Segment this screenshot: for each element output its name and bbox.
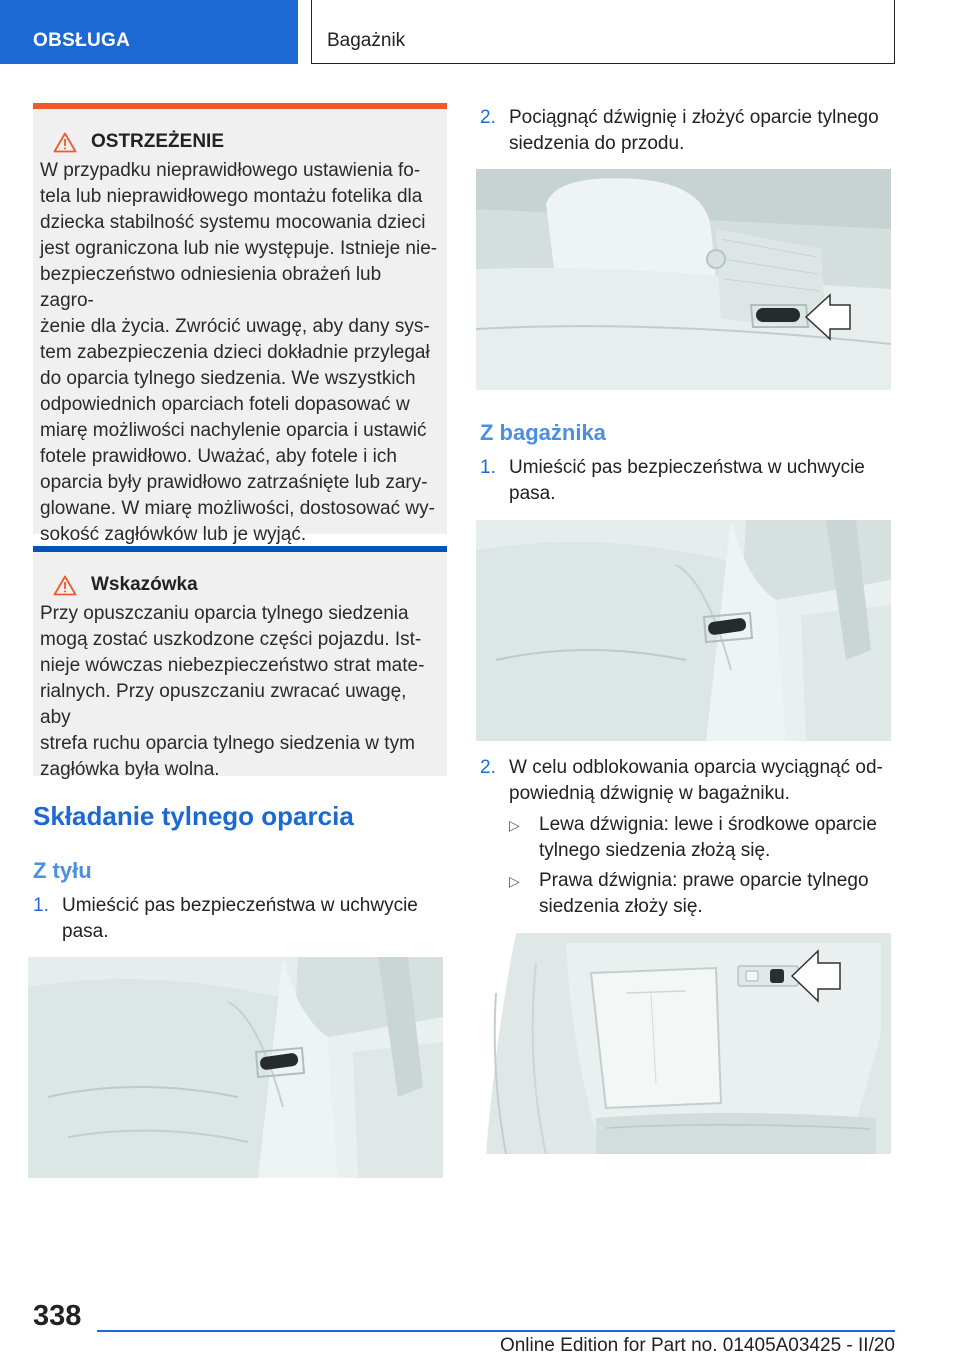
bullet-text: Lewa dźwignia: lewe i środkowe oparcie tylnego siedzenia złożą się. (539, 814, 877, 861)
step-text: Umieścić pas bezpieczeństwa w uchwycie pasa. (62, 895, 418, 942)
edition-footer: Online Edition for Part no. 01405A03425 - II/20 (499, 1335, 895, 1356)
hint-heading (53, 574, 439, 596)
step-number: 1. (33, 895, 49, 916)
from-rear-step-2 (480, 105, 894, 157)
from-trunk-step-2 (480, 755, 894, 807)
chapter-box (311, 0, 895, 64)
step-text: W celu odblokowania oparcia wyciągnąć od- powiednią dźwignię w bagażniku. (509, 757, 883, 804)
chapter-label: Bagażnik (327, 30, 406, 51)
step-text: Umieścić pas bezpieczeństwa w uchwycie pasa. (509, 457, 865, 504)
seatbelt-holder-illustration (28, 957, 443, 1178)
warning-heading (53, 131, 439, 153)
caution-triangle-icon (53, 575, 77, 596)
warning-triangle-icon (53, 132, 77, 153)
triangle-bullet-icon: ▷ (509, 817, 520, 833)
warning-title: OSTRZEŻENIE (91, 131, 225, 152)
seatbelt-holder-trunk-illustration (476, 520, 891, 741)
warning-box (33, 103, 447, 545)
section-tab (0, 0, 298, 64)
from-rear-heading: Z tyłu (33, 858, 92, 883)
bullet-left-lever (509, 812, 899, 864)
page-number: 338 (33, 1300, 82, 1332)
section-label: OBSŁUGA (33, 30, 131, 51)
warning-text: W przypadku nieprawidłowego ustawienia fo- tela lub nieprawidłowego montażu fotelika dla dziecka stabilność systemu mocowania dzieci jest ograniczona lub nie występuje. Istnieje nie- bezpieczeństwo odniesienia obrażeń lub zagro- żenie dla życia. Zwrócić uwagę, aby dany sys- tem zabezpieczenia dzieci dokładnie przylegał do oparcia tylnego siedzenia. We wszystkich odpowiednich oparciach foteli dopasować w miarę możliwości nachylenie oparcia i ustawić fotele prawidłowo. Uważać, aby fotele i ich oparcia były prawidłowo zatrzaśnięte lub zary- glowane. W miarę możliwości, dostosować wy- sokość zagłówków lub je wyjąć. (40, 160, 438, 545)
bullet-text: Prawa dźwignia: prawe oparcie tylnego siedzenia złoży się. (539, 870, 869, 917)
from-trunk-heading: Z bagażnika (480, 420, 606, 445)
step-number: 1. (480, 457, 496, 478)
step-text: Pociągnąć dźwignię i złożyć oparcie tylnego siedzenia do przodu. (509, 107, 879, 154)
from-rear-step-1 (33, 893, 447, 945)
step-number: 2. (480, 757, 496, 778)
from-trunk-step-1 (480, 455, 894, 507)
hint-box (33, 546, 447, 780)
trunk-lever-illustration (476, 933, 891, 1154)
bullet-right-lever (509, 868, 899, 920)
section-heading: Składanie tylnego oparcia (33, 801, 354, 831)
step-number: 2. (480, 107, 496, 128)
footer-divider (97, 1330, 895, 1332)
triangle-bullet-icon: ▷ (509, 873, 520, 889)
hint-title: Wskazówka (91, 574, 198, 595)
backrest-lever-illustration (476, 169, 891, 390)
hint-text: Przy opuszczaniu oparcia tylnego siedzenia mogą zostać uszkodzone części pojazdu. Ist- nieje wówczas niebezpieczeństwo strat mate- rialnych. Przy opuszczaniu zwracać uwagę, aby strefa ruchu oparcia tylnego siedzenia w tym zagłówka była wolna. (40, 603, 425, 780)
